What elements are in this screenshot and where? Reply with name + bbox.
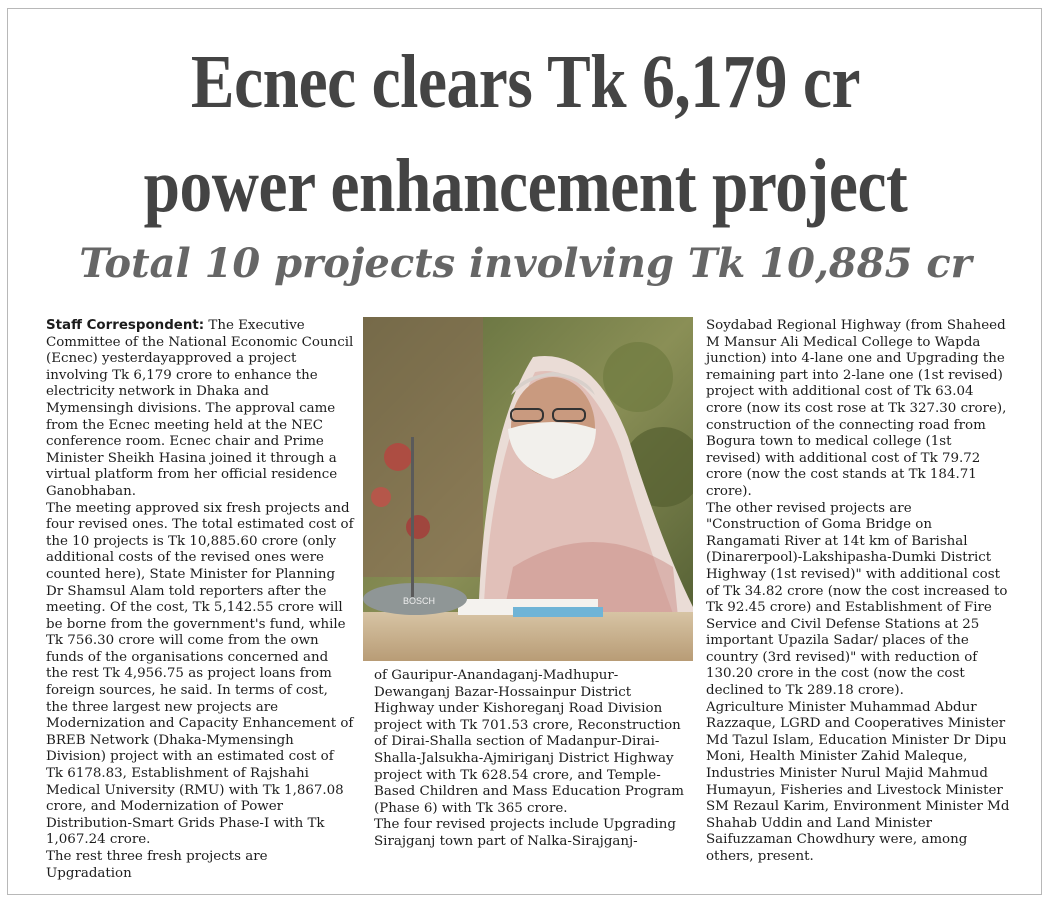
article-column-1 [46, 318, 354, 882]
paragraph-intro [46, 318, 354, 501]
paragraph-fresh-projects: The rest three fresh projects are Upgradation [46, 849, 268, 881]
photo-illustration [363, 317, 693, 661]
paragraph-other-revised-projects: The other revised projects are "Construction of Goma Bridge on Rangamati River at 14t km of Barishal (Dinarerpool)-Lakshipasha-Dumki District Highway (1st revised)" with additional cost of Tk 34.82 crore (now the cost increased to Tk 92.45 crore) and Establishment of Fire Service and Civil Defense Stations at 25 important Upazila Sadar/ places of the country (3rd revised)" with reduction of 130.20 crore in the cost (now the cost declined to Tk 289.18 crore). [706, 500, 1008, 699]
paragraph-intro-text: The Executive Committee of the National Economic Council (Ecnec) yesterdayapproved a project involving Tk 6,179 crore to enhance the electricity network in Dhaka and Mymensingh divisions. The approval came from the Ecnec meeting held at the NEC conference room. Ecnec chair and Prime Minister Sheikh Hasina joined it through a virtual platform from her official residence Ganobhaban. [46, 318, 354, 499]
paragraph-revised-projects: The four revised projects include Upgrading Sirajganj town part of Nalka-Sirajganj- [374, 817, 676, 849]
news-photo [363, 317, 693, 661]
headline-line-1: Ecnec clears Tk 6,179 cr [190, 40, 861, 124]
byline: Staff Correspondent: [46, 318, 205, 333]
paragraph-fresh-projects-continued: of Gauripur-Anandaganj-Madhupur-Dewanganj Bazar-Hossainpur District Highway under Kishoreganj Road Division project with Tk 701.53 crore, Reconstruction of Dirai-Shalla section of Madanpur-Dirai-Shalla-Jalsukha-Ajmiriganj District Highway project with Tk 628.54 crore, and Temple-Based Children and Mass Education Program (Phase 6) with Tk 365 crore. [374, 668, 684, 816]
article-column-3 [706, 318, 1010, 866]
paragraph-cost-breakdown: The meeting approved six fresh projects and four revised ones. The total estimated cost of the 10 projects is Tk 10,885.60 crore (only additional costs of the revised ones were counted here), State Minister for Planning Dr Shamsul Alam told reporters after the meeting. Of the cost, Tk 5,142.55 crore will be borne from the government's fund, while Tk 756.30 crore will come from the own funds of the organisations concerned and the rest Tk 4,956.75 as project loans from foreign sources, he said. In terms of cost, the three largest new projects are Modernization and Capacity Enhancement of BREB Network (Dhaka-Mymensingh Division) project with an estimated cost of Tk 6178.83, Establishment of Rajshahi Medical University (RMU) with Tk 1,867.08 crore, and Modernization of Power Distribution-Smart Grids Phase-I with Tk 1,067.24 crore. [46, 500, 354, 848]
microphone-brand-label: BOSCH [403, 596, 436, 606]
paragraph-revised-projects-continued: Soydabad Regional Highway (from Shaheed M Mansur Ali Medical College to Wapda junction) into 4-lane one and Upgrading the remaining part into 2-lane one (1st revised) project with additional cost of Tk 63.04 crore (now its cost rose at Tk 327.30 crore), construction of the connecting road from Bogura town to medical college (1st revised) with additional cost of Tk 79.72 crore (now the cost stands at Tk 184.71 crore). [706, 318, 1007, 499]
paragraph-attendees: Agriculture Minister Muhammad Abdur Razzaque, LGRD and Cooperatives Minister Md Tazul Islam, Education Minister Dr Dipu Moni, Health Minister Zahid Maleque, Industries Minister Nurul Majid Mahmud Humayun, Fisheries and Livestock Minister SM Rezaul Karim, Environment Minister Md Shahab Uddin and Land Minister Saifuzzaman Chowdhury were, among others, present. [706, 699, 1010, 864]
article-column-2 [374, 668, 692, 851]
headline-line-2: power enhancement project [143, 144, 908, 228]
subheadline: Total 10 projects involving Tk 10,885 cr [79, 240, 972, 287]
